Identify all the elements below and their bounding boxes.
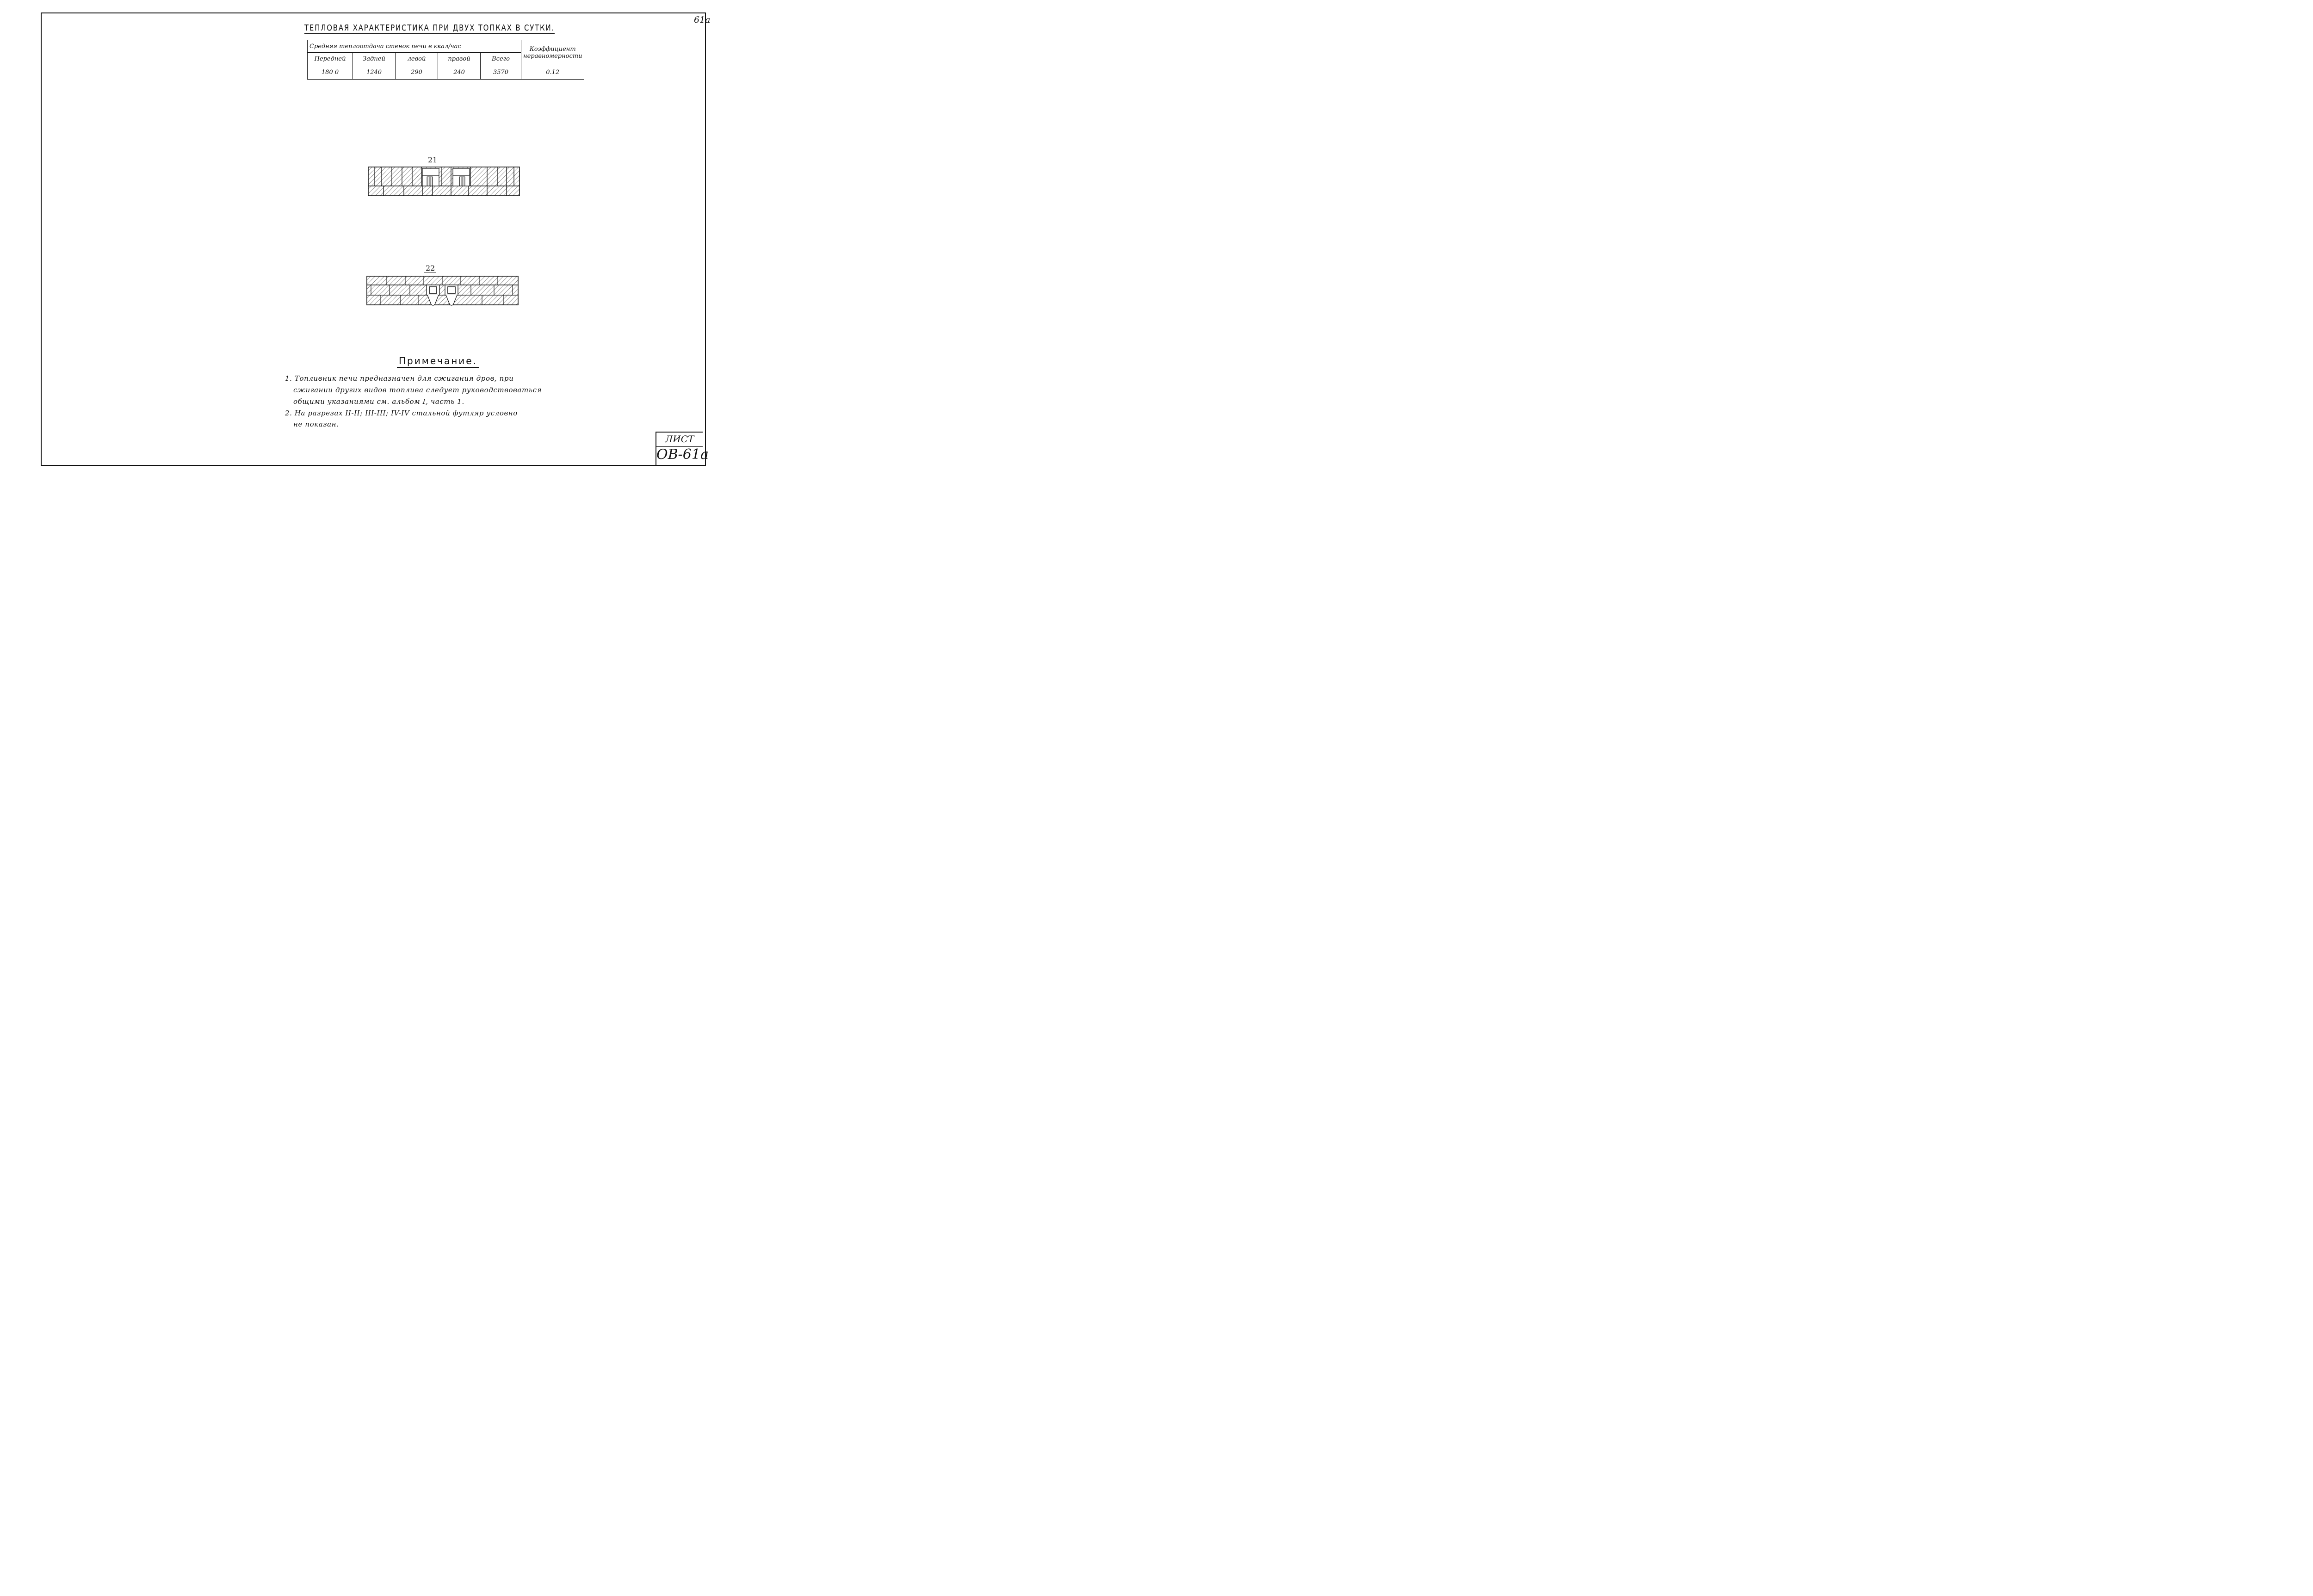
column-header: Передней (308, 53, 353, 65)
table-cell: 240 (438, 65, 481, 80)
heat-characteristics-table (307, 40, 584, 80)
column-header: левой (396, 53, 438, 65)
group-header-cell: Средняя теплоотдача стенок печи в ккал/час (308, 40, 521, 53)
coef-header-cell: Коэффициент неравномерности (521, 40, 584, 65)
masonry-section-22 (366, 276, 520, 307)
table-row (308, 65, 584, 80)
note-line: 1. Топливник печи предназначен для сжигания дров, при (285, 374, 514, 383)
masonry-section-21 (368, 167, 520, 197)
sheet-code: ОВ-61а (656, 446, 709, 463)
table-cell: 0.12 (521, 65, 584, 80)
section-label: 21 (427, 156, 439, 164)
table-row (308, 40, 584, 53)
table-cell: 180 0 (308, 65, 353, 80)
note-line: общими указаниями см. альбом I, часть 1. (293, 397, 464, 406)
notes-title: Примечание. (397, 355, 479, 368)
column-header: Всего (481, 53, 521, 65)
note-line: 2. На разрезах II-II; III-III; IV-IV стальной футляр условно (285, 409, 518, 417)
note-line: сжигании других видов топлива следует руководствоваться (293, 386, 542, 394)
table-cell: 290 (396, 65, 438, 80)
stamp-label: ЛИСТ (665, 433, 694, 445)
heat-table-title: ТЕПЛОВАЯ ХАРАКТЕРИСТИКА ПРИ ДВУХ ТОПКАХ В СУТКИ. (304, 23, 555, 34)
column-header: Задней (353, 53, 396, 65)
sheet-stamp (656, 432, 709, 465)
page-mark: 61a (694, 15, 711, 25)
note-line: не показан. (293, 420, 339, 428)
column-header: правой (438, 53, 481, 65)
table-cell: 3570 (481, 65, 521, 80)
section-label: 22 (424, 265, 436, 272)
table-cell: 1240 (353, 65, 396, 80)
